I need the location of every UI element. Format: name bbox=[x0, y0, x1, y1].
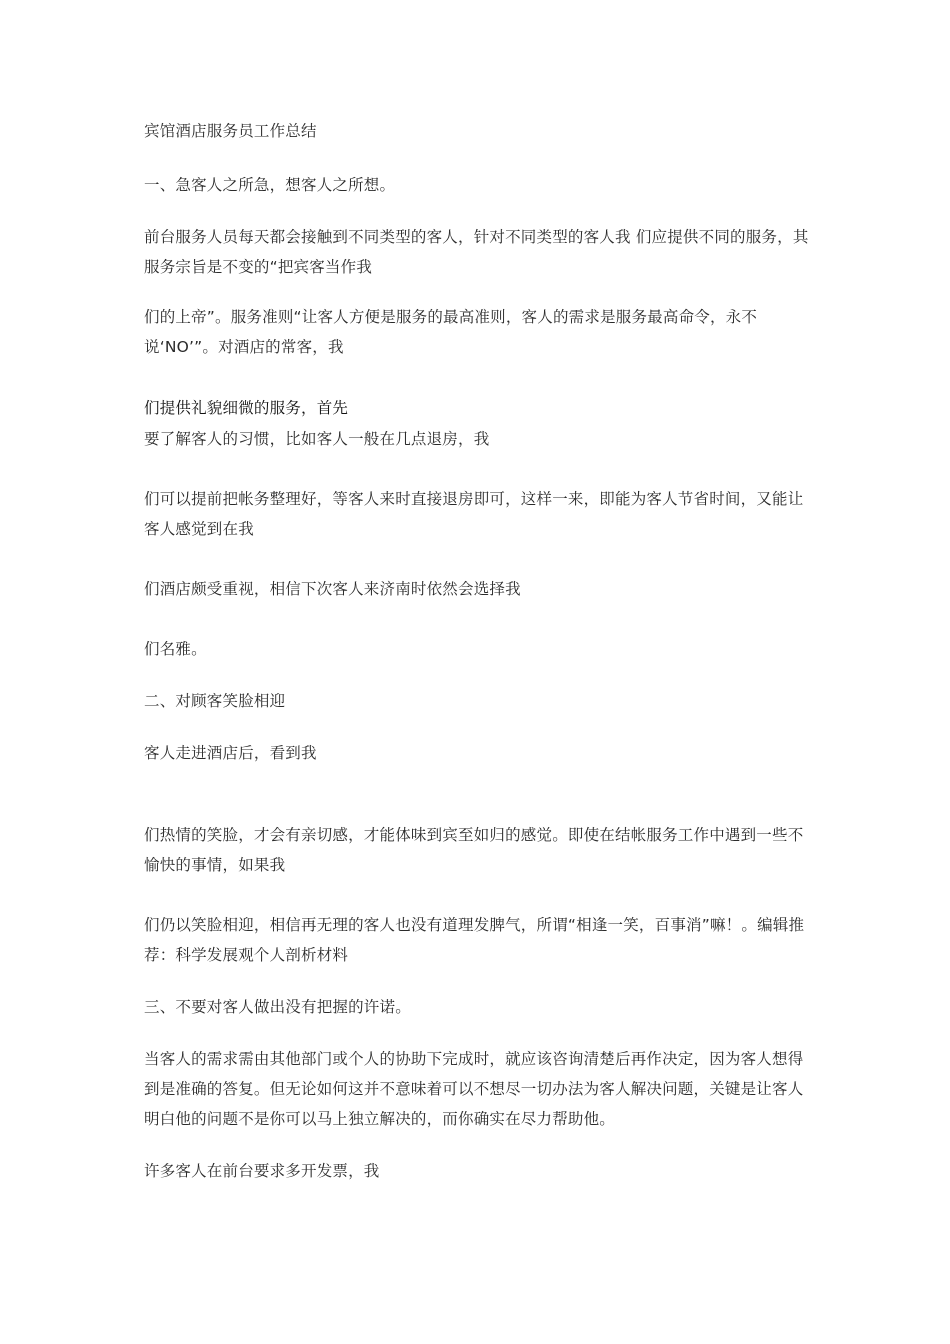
paragraph: 们酒店颇受重视，相信下次客人来济南时依然会选择我 bbox=[144, 580, 521, 598]
document-title: 宾馆酒店服务员工作总结 bbox=[144, 122, 317, 140]
paragraph: 们提供礼貌细微的服务，首先 bbox=[144, 399, 349, 417]
paragraph: 们名雅。 bbox=[144, 640, 207, 658]
section-heading-2: 二、对顾客笑脸相迎 bbox=[144, 692, 286, 710]
section-heading-3: 三、不要对客人做出没有把握的许诺。 bbox=[144, 998, 411, 1016]
paragraph: 们的上帝”。服务准则“让客人方便是服务的最高准则，客人的需求是服务最高命令，永不说‘NO’”。对酒店的常客，我 bbox=[144, 308, 758, 356]
paragraph: 们可以提前把帐务整理好，等客人来时直接退房即可，这样一来，即能为客人节省时间，又能让客人感觉到在我 bbox=[144, 490, 804, 538]
section-heading-1: 一、急客人之所急，想客人之所想。 bbox=[144, 176, 396, 194]
paragraph: 要了解客人的习惯，比如客人一般在几点退房，我 bbox=[144, 430, 490, 448]
paragraph: 客人走进酒店后，看到我 bbox=[144, 744, 317, 762]
paragraph: 们热情的笑脸，才会有亲切感，才能体味到宾至如归的感觉。即使在结帐服务工作中遇到一些不愉快的事情，如果我 bbox=[144, 826, 804, 874]
paragraph: 前台服务人员每天都会接触到不同类型的客人，针对不同类型的客人我 们应提供不同的服务，其服务宗旨是不变的“把宾客当作我 bbox=[144, 228, 809, 276]
paragraph: 当客人的需求需由其他部门或个人的协助下完成时，就应该咨询清楚后再作决定，因为客人想得到是准确的答复。但无论如何这并不意味着可以不想尽一切办法为客人解决问题，关键是让客人明白他的问题不是你可以马上独立解决的，而你确实在尽力帮助他。 bbox=[144, 1050, 804, 1128]
paragraph: 们仍以笑脸相迎，相信再无理的客人也没有道理发脾气，所谓“相逢一笑，百事消”嘛！。编辑推荐：科学发展观个人剖析材料 bbox=[144, 916, 805, 964]
paragraph: 许多客人在前台要求多开发票，我 bbox=[144, 1162, 380, 1180]
